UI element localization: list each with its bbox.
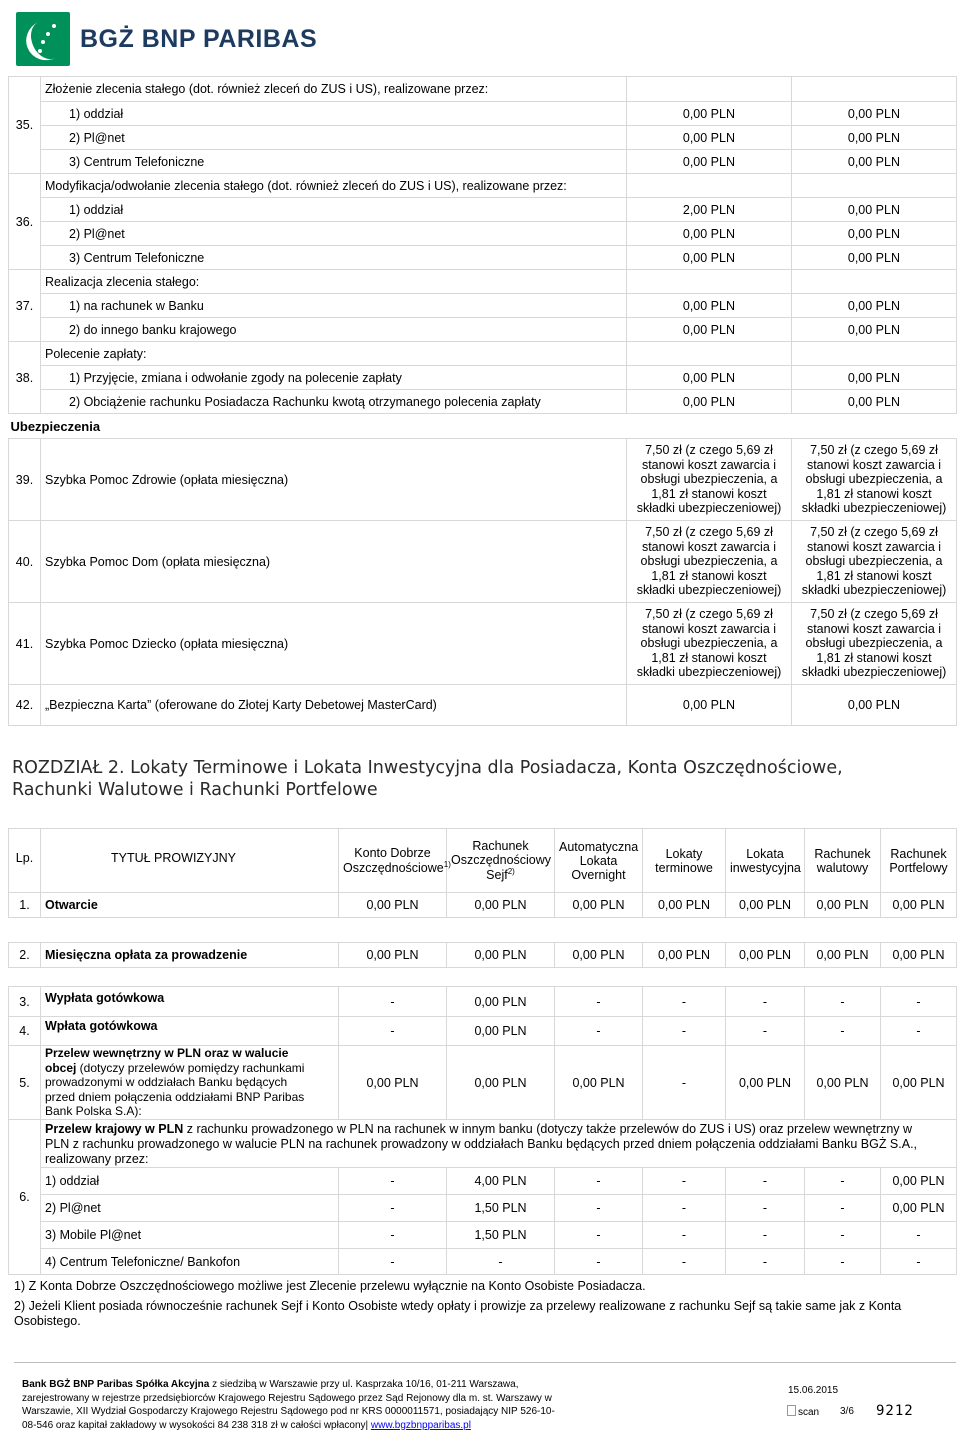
row-label: 4) Centrum Telefoniczne/ Bankofon [41,1249,339,1275]
fee-value: 0,00 PLN [627,390,792,414]
fee-value: 0,00 PLN [627,318,792,342]
header-lokata-overnight: Automatyczna Lokata Overnight [555,829,643,893]
fee-value: 0,00 PLN [881,1168,957,1195]
fee-value: 0,00 PLN [447,893,555,918]
fee-value: - [726,1249,805,1275]
fee-value: - [726,987,805,1017]
fee-value: 0,00 PLN [555,1046,643,1120]
row-label: 1) oddział [41,102,627,126]
fee-value: 1,50 PLN [447,1222,555,1249]
fee-value: - [881,1249,957,1275]
fee-value: 0,00 PLN [805,1046,881,1120]
row-label: 1) oddział [41,1168,339,1195]
fee-value: - [643,1249,726,1275]
row-label: 2) Pl@net [41,222,627,246]
row-label: 2) Pl@net [41,1195,339,1222]
fee-value: 0,00 PLN [881,1046,957,1120]
fee-value: 0,00 PLN [881,1195,957,1222]
fee-value: 7,50 zł (z czego 5,69 zł stanowi koszt zawarcia i obsługi ubezpieczenia, a 1,81 zł stanowi koszt składki ubezpieczeniowej) [792,603,957,685]
fee-value: 0,00 PLN [792,366,957,390]
fee-value: - [555,1168,643,1195]
fee-value: - [643,987,726,1017]
fee-value: - [805,1222,881,1249]
row-description: Przelew krajowy w PLN z rachunku prowadzonego w PLN na rachunek w innym banku (dotyczy także przelewów do ZUS i US) oraz przelew wewnętrzny w PLN z rachunku prowadzonego w walucie PLN na rachunek prowadzony w oddziałach Banku będących przed dniem połączenia oddziałami Banku BGŻ S.A., realizowany przez: [41,1120,957,1168]
fee-value: - [726,1017,805,1046]
fee-value: 0,00 PLN [726,1046,805,1120]
chapter-heading: ROZDZIAŁ 2. Lokaty Terminowe i Lokata Inwestycyjna dla Posiadacza, Konta Oszczędnościowe, Rachunki Walutowe i Rachunki Portfelowe [12,758,843,800]
row-label: Przelew wewnętrzny w PLN oraz w walucie obcej (dotyczy przelewów pomiędzy rachunkami prowadzonymi w oddziałach Banku będących przed dniem połączenia oddziałami BNP Paribas Bank Polska S.A): [41,1046,339,1120]
fee-value: 0,00 PLN [627,294,792,318]
header-rachunek-walutowy: Rachunek walutowy [805,829,881,893]
row-number: 38. [9,342,41,414]
fee-value: 0,00 PLN [805,893,881,918]
fee-value: 0,00 PLN [881,893,957,918]
row-number: 40. [9,521,41,603]
footnote-1: 1) Z Konta Dobrze Oszczędnościowego możliwe jest Zlecenie przelewu wyłącznie na Konto Osobiste Posiadacza. [14,1279,646,1293]
fee-value: 0,00 PLN [339,1046,447,1120]
row-title: Modyfikacja/odwołanie zlecenia stałego (dot. również zleceń do ZUS i US), realizowane przez: [41,174,627,198]
fee-value: - [339,1249,447,1275]
header-lp: Lp. [9,829,41,893]
row-label: 1) na rachunek w Banku [41,294,627,318]
fee-value: - [643,1222,726,1249]
row-title: Realizacja zlecenia stałego: [41,270,627,294]
row-number: 36. [9,174,41,270]
fee-value: - [881,1222,957,1249]
fee-value: - [339,987,447,1017]
fee-value: 0,00 PLN [881,943,957,968]
row-title: Złożenie zlecenia stałego (dot. również zleceń do ZUS i US), realizowane przez: [41,77,627,102]
row-number: 42. [9,685,41,726]
row-label: Miesięczna opłata za prowadzenie [41,943,339,968]
fee-value: 0,00 PLN [792,222,957,246]
fee-value: 0,00 PLN [555,943,643,968]
row-label: Wpłata gotówkowa [41,1017,339,1046]
fee-value: - [447,1249,555,1275]
fee-value: 1,50 PLN [447,1195,555,1222]
document-date: 15.06.2015 [788,1385,839,1396]
fee-value: - [555,1195,643,1222]
row-label: 2) Pl@net [41,126,627,150]
fee-value: 0,00 PLN [555,893,643,918]
fee-value: 0,00 PLN [792,685,957,726]
row-number: 3. [9,987,41,1017]
fee-value: 4,00 PLN [447,1168,555,1195]
fee-value: 0,00 PLN [447,1017,555,1046]
row-label: Otwarcie [41,893,339,918]
fee-value: 0,00 PLN [627,685,792,726]
row-number: 37. [9,270,41,342]
fee-value: 0,00 PLN [627,222,792,246]
fee-value: 0,00 PLN [339,943,447,968]
fee-value: 0,00 PLN [792,150,957,174]
fee-value: 0,00 PLN [792,102,957,126]
header-lokaty-terminowe: Lokaty terminowe [643,829,726,893]
fee-value: - [805,1168,881,1195]
section-heading-insurance: Ubezpieczenia [9,414,957,439]
fee-value: 2,00 PLN [627,198,792,222]
row-label: Szybka Pomoc Dziecko (opłata miesięczna) [41,603,627,685]
fee-value: 0,00 PLN [792,126,957,150]
scan-label: scan [787,1405,819,1418]
row-label: 1) oddział [41,198,627,222]
fee-value: - [881,1017,957,1046]
fee-value: 0,00 PLN [447,987,555,1017]
fee-value: 7,50 zł (z czego 5,69 zł stanowi koszt zawarcia i obsługi ubezpieczenia, a 1,81 zł stanowi koszt składki ubezpieczeniowej) [627,521,792,603]
fee-value: 0,00 PLN [339,893,447,918]
fee-value: 7,50 zł (z czego 5,69 zł stanowi koszt zawarcia i obsługi ubezpieczenia, a 1,81 zł stanowi koszt składki ubezpieczeniowej) [792,439,957,521]
fee-value: 0,00 PLN [805,943,881,968]
fee-value: 0,00 PLN [792,390,957,414]
fee-value: - [643,1046,726,1120]
page-number: 3/6 [840,1406,854,1417]
row-label: „Bezpieczna Karta” (oferowane do Złotej Karty Debetowej MasterCard) [41,685,627,726]
website-link[interactable]: www.bgzbnpparibas.pl [370,1419,471,1431]
fee-value: - [643,1195,726,1222]
header-title: TYTUŁ PROWIZYJNY [41,829,339,893]
fee-value: - [555,1017,643,1046]
fee-value: - [339,1017,447,1046]
fee-value: - [726,1168,805,1195]
fee-value: 7,50 zł (z czego 5,69 zł stanowi koszt zawarcia i obsługi ubezpieczenia, a 1,81 zł stanowi koszt składki ubezpieczeniowej) [627,603,792,685]
fee-value: - [805,1249,881,1275]
row-label: Wypłata gotówkowa [41,987,339,1017]
fee-value: - [339,1222,447,1249]
row-label: 2) Obciążenie rachunku Posiadacza Rachunku kwotą otrzymanego polecenia zapłaty [41,390,627,414]
fee-value: - [555,1249,643,1275]
header-lokata-inwestycyjna: Lokata inwestycyjna [726,829,805,893]
fee-value: - [881,987,957,1017]
row-label: Szybka Pomoc Dom (opłata miesięczna) [41,521,627,603]
fee-value: 0,00 PLN [447,943,555,968]
fee-value: - [805,987,881,1017]
fee-value: 0,00 PLN [726,893,805,918]
fee-value: 0,00 PLN [643,943,726,968]
fees-table-top [8,76,957,726]
fee-value: 0,00 PLN [627,126,792,150]
header-rachunek-sejf: Rachunek Oszczędnościowy Sejf$^{2)}$ [447,829,555,893]
fee-value: 7,50 zł (z czego 5,69 zł stanowi koszt zawarcia i obsługi ubezpieczenia, a 1,81 zł stanowi koszt składki ubezpieczeniowej) [792,521,957,603]
fee-value: - [805,1195,881,1222]
fee-value: - [339,1195,447,1222]
row-label: Szybka Pomoc Zdrowie (opłata miesięczna) [41,439,627,521]
fee-value: - [643,1017,726,1046]
fee-value: - [555,987,643,1017]
fee-value: - [726,1222,805,1249]
bank-logo [16,10,317,68]
bank-logo-icon [16,12,70,66]
fee-value: 7,50 zł (z czego 5,69 zł stanowi koszt zawarcia i obsługi ubezpieczenia, a 1,81 zł stanowi koszt składki ubezpieczeniowej) [627,439,792,521]
row-number: 1. [9,893,41,918]
bank-logo-text: BGŻ BNP PARIBAS [80,24,318,53]
fee-value: 0,00 PLN [792,318,957,342]
row-number: 5. [9,1046,41,1120]
footer-divider [14,1362,956,1363]
row-number: 35. [9,77,41,174]
header-rachunek-portfelowy: Rachunek Portfelowy [881,829,957,893]
checkbox-icon [787,1405,796,1416]
fee-value: 0,00 PLN [792,246,957,270]
row-label: 3) Centrum Telefoniczne [41,246,627,270]
row-label: 1) Przyjęcie, zmiana i odwołanie zgody na polecenie zapłaty [41,366,627,390]
fee-value: 0,00 PLN [447,1046,555,1120]
fee-value: - [643,1168,726,1195]
header-konto-dobrze: Konto Dobrze Oszczędnościowe$^{1)}$ [339,829,447,893]
fee-value: - [726,1195,805,1222]
fee-value: 0,00 PLN [627,366,792,390]
document-code: 9212 [876,1403,914,1419]
row-number: 39. [9,439,41,521]
fee-value: 0,00 PLN [792,294,957,318]
row-label: 3) Centrum Telefoniczne [41,150,627,174]
row-label: 2) do innego banku krajowego [41,318,627,342]
fee-value: 0,00 PLN [627,102,792,126]
fee-value: - [805,1017,881,1046]
fee-value: 0,00 PLN [627,150,792,174]
fee-value: 0,00 PLN [726,943,805,968]
row-number: 4. [9,1017,41,1046]
fee-value: - [339,1168,447,1195]
fee-value: 0,00 PLN [627,246,792,270]
fee-value: 0,00 PLN [792,198,957,222]
row-title: Polecenie zapłaty: [41,342,627,366]
footer-legal-text: Bank BGŻ BNP Paribas Spółka Akcyjna z siedzibą w Warszawie przy ul. Kasprzaka 10/16, 01-211 Warszawa, zarejestrowany w rejestrze przedsiębiorców Krajowego Rejestru Sądowego przez Sąd Rejonowy dla m. st. Warszawy w Warszawie, XII Wydział Gospodarczy Krajowego Rejestru Sądowego pod nr KRS 0000011571, posiadający NIP 526-10- 08-546 oraz kapitał zakładowy w wysokości 84 238 318 zł w całości wpłacony| www.bgzbnpparibas.pl [22,1379,555,1431]
fee-value: - [555,1222,643,1249]
row-number: 6. [9,1120,41,1275]
row-label: 3) Mobile Pl@net [41,1222,339,1249]
fee-value: 0,00 PLN [643,893,726,918]
footnote-2: 2) Jeżeli Klient posiada równocześnie rachunek Sejf i Konto Osobiste wtedy opłaty i prowizje za przelewy realizowane z rachunku Sejf są takie same jak z Konta Osobistego. [14,1299,902,1328]
fees-table-chapter-2 [8,828,957,1275]
row-number: 2. [9,943,41,968]
row-number: 41. [9,603,41,685]
